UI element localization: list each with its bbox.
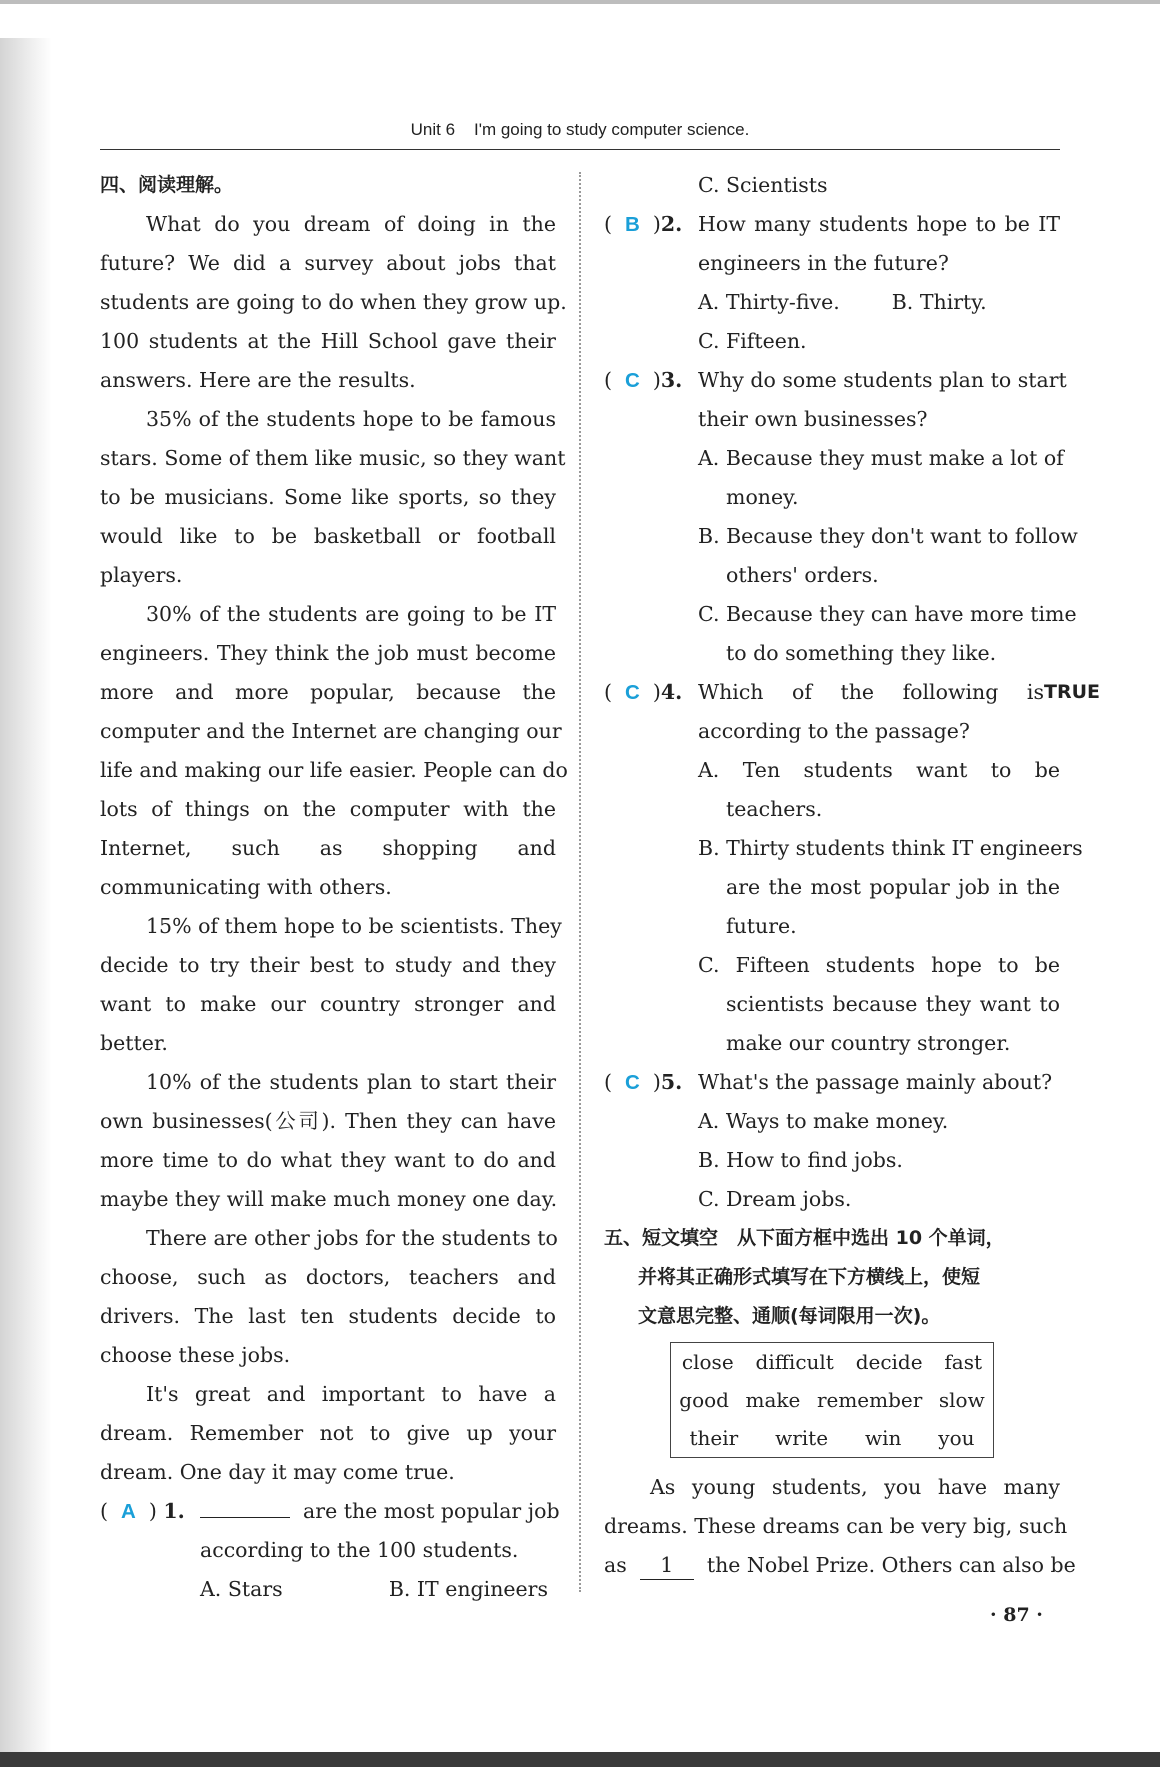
option-c: C. Fifteen students hope to be: [698, 953, 1060, 977]
answer-1: A: [121, 1500, 136, 1523]
passage-line: life and making our life easier. People can do: [100, 758, 568, 782]
cloze-text: the Nobel Prize. Others can also be: [706, 1553, 1076, 1577]
passage-line: students are going to do when they grow up.: [100, 290, 567, 314]
passage-line: want to make our country stronger and: [100, 992, 556, 1016]
cloze-line: dreams. These dreams can be very big, such: [604, 1514, 1068, 1538]
option-a: A. Ways to make money.: [698, 1109, 949, 1133]
question-stem-cont: according to the 100 students.: [200, 1538, 519, 1562]
passage-line: There are other jobs for the students to: [146, 1226, 558, 1250]
passage-line: better.: [100, 1031, 168, 1055]
answer-4: C: [625, 681, 640, 704]
word-bank-word: difficult: [755, 1350, 834, 1374]
passage-line: It's great and important to have a: [146, 1382, 556, 1406]
question-stem-cont: their own businesses?: [698, 407, 928, 431]
answer-2: B: [625, 213, 640, 236]
word-bank-word: fast: [944, 1350, 983, 1374]
option-c: C. Scientists: [698, 173, 828, 197]
section-5-title: 五、短文填空 从下面方框中选出 10 个单词，: [604, 1227, 1005, 1249]
option-c: C. Dream jobs.: [698, 1187, 852, 1211]
question-number: 3.: [660, 368, 683, 392]
question-stem: How many students hope to be IT: [698, 212, 1060, 236]
cloze-line: As young students, you have many: [650, 1475, 1060, 1499]
word-bank-word: make: [745, 1388, 801, 1412]
option-a: A. Stars: [200, 1577, 283, 1601]
question-stem: Why do some students plan to start: [698, 368, 1067, 392]
options-row: [604, 283, 1060, 322]
word-bank-word: slow: [938, 1388, 985, 1412]
passage-line: maybe they will make much money one day.: [100, 1187, 558, 1211]
word-bank-word: you: [938, 1426, 975, 1450]
option-b-cont: others' orders.: [726, 563, 879, 587]
passage-line: 100 students at the Hill School gave their: [100, 329, 556, 353]
word-bank-row: [671, 1381, 993, 1419]
question-stem: What's the passage mainly about?: [698, 1070, 1053, 1094]
word-bank-box: [670, 1342, 994, 1458]
passage-line: would like to be basketball or football: [100, 524, 556, 548]
left-column: [100, 166, 568, 1609]
answer-5: C: [625, 1071, 640, 1094]
bottom-edge: [0, 1752, 1160, 1767]
question-number: 1.: [163, 1499, 185, 1523]
question-number: 2.: [660, 212, 683, 236]
cloze-line: [604, 1546, 1076, 1585]
passage-line: lots of things on the computer with the: [100, 797, 556, 821]
option-b-cont: future.: [726, 914, 797, 938]
word-bank-row: [671, 1343, 993, 1381]
option-a-cont: teachers.: [726, 797, 823, 821]
option-b: B. Thirty.: [891, 290, 987, 314]
passage-line: choose these jobs.: [100, 1343, 291, 1367]
section-5-title-cont: 文意思完整、通顺(每词限用一次)。: [638, 1305, 941, 1327]
option-a-cont: money.: [726, 485, 799, 509]
passage-line: Internet, such as shopping and: [100, 836, 556, 860]
passage-line: players.: [100, 563, 183, 587]
question-number: 4.: [660, 680, 683, 704]
answer-blank: [200, 1493, 290, 1518]
section-4-title: 四、阅读理解。: [100, 174, 234, 196]
option-b-cont: are the most popular job in the: [726, 875, 1060, 899]
passage-line: 30% of the students are going to be IT: [146, 602, 556, 626]
word-bank-word: write: [775, 1426, 829, 1450]
option-b: B. IT engineers: [388, 1577, 548, 1601]
header-rule: [100, 149, 1060, 150]
passage-line: own businesses(公司). Then they can have: [100, 1109, 556, 1133]
word-bank-row: [671, 1419, 993, 1457]
passage-line: more and more popular, because the: [100, 680, 556, 704]
option-c: C. Fifteen.: [698, 329, 807, 353]
passage-line: communicating with others.: [100, 875, 392, 899]
question-2: ( B )2. How many students hope to be IT: [604, 205, 1060, 244]
option-b: B. Thirty students think IT engineers: [698, 836, 1083, 860]
option-b: B. Because they don't want to follow: [698, 524, 1078, 548]
question-stem: are the most popular job: [303, 1499, 560, 1523]
passage-line: to be musicians. Some like sports, so they: [100, 485, 556, 509]
word-bank-word: win: [864, 1426, 902, 1450]
option-c-cont: scientists because they want to: [726, 992, 1060, 1016]
running-header: [100, 120, 1060, 140]
answer-3: C: [625, 369, 640, 392]
passage-line: answers. Here are the results.: [100, 368, 416, 392]
option-c: C. Because they can have more time: [698, 602, 1077, 626]
word-bank-word: close: [681, 1350, 734, 1374]
passage-line: future? We did a survey about jobs that: [100, 251, 556, 275]
question-stem-cont: engineers in the future?: [698, 251, 949, 275]
header-unit: Unit 6: [410, 120, 456, 139]
passage-line: dream. Remember not to give up your: [100, 1421, 556, 1445]
page-gutter-shadow: [0, 38, 52, 1752]
passage-line: more time to do what they want to do and: [100, 1148, 556, 1172]
passage-line: stars. Some of them like music, so they want: [100, 446, 566, 470]
word-bank-word: good: [679, 1388, 729, 1412]
passage-line: 10% of the students plan to start their: [146, 1070, 556, 1094]
top-edge: [0, 0, 1160, 4]
word-bank-word: their: [689, 1426, 739, 1450]
options-row: [100, 1570, 556, 1609]
question-3: ( C )3. Why do some students plan to start: [604, 361, 1060, 400]
question-1: ( A ) 1. are the most popular job: [100, 1492, 556, 1531]
passage-line: dream. One day it may come true.: [100, 1460, 455, 1484]
option-c-cont: make our country stronger.: [726, 1031, 1011, 1055]
passage-line: What do you dream of doing in the: [146, 212, 556, 236]
section-5-title-cont: 并将其正确形式填写在下方横线上，使短: [638, 1266, 981, 1288]
option-a: A. Thirty-five.: [698, 290, 840, 314]
passage-line: drivers. The last ten students decide to: [100, 1304, 556, 1328]
header-title: I'm going to study computer science.: [473, 120, 750, 139]
cloze-text: as: [604, 1553, 627, 1577]
cloze-blank-1: 1: [640, 1551, 694, 1580]
passage-line: 15% of them hope to be scientists. They: [146, 914, 562, 938]
option-c-cont: to do something they like.: [726, 641, 997, 665]
page-number: · 87 ·: [990, 1604, 1043, 1626]
question-5: ( C )5. What's the passage mainly about?: [604, 1070, 1053, 1094]
passage-line: choose, such as doctors, teachers and: [100, 1265, 556, 1289]
question-number: 5.: [660, 1070, 683, 1094]
question-stem-cont: according to the passage?: [698, 719, 970, 743]
option-b: B. How to find jobs.: [698, 1148, 903, 1172]
passage-line: decide to try their best to study and they: [100, 953, 556, 977]
question-stem: Which of the following is: [698, 680, 1044, 704]
question-4: ( C )4. Which of the following is TRUE: [604, 673, 1060, 712]
passage-line: engineers. They think the job must become: [100, 641, 556, 665]
emphasis-true: TRUE: [1043, 681, 1100, 703]
word-bank-word: decide: [855, 1350, 923, 1374]
word-bank-word: remember: [816, 1388, 923, 1412]
column-divider: [579, 172, 581, 1592]
option-a: A. Because they must make a lot of: [698, 446, 1064, 470]
right-column: [604, 166, 1100, 1585]
passage-line: 35% of the students hope to be famous: [146, 407, 556, 431]
passage-line: computer and the Internet are changing our: [100, 719, 562, 743]
option-a: A. Ten students want to be: [698, 758, 1060, 782]
